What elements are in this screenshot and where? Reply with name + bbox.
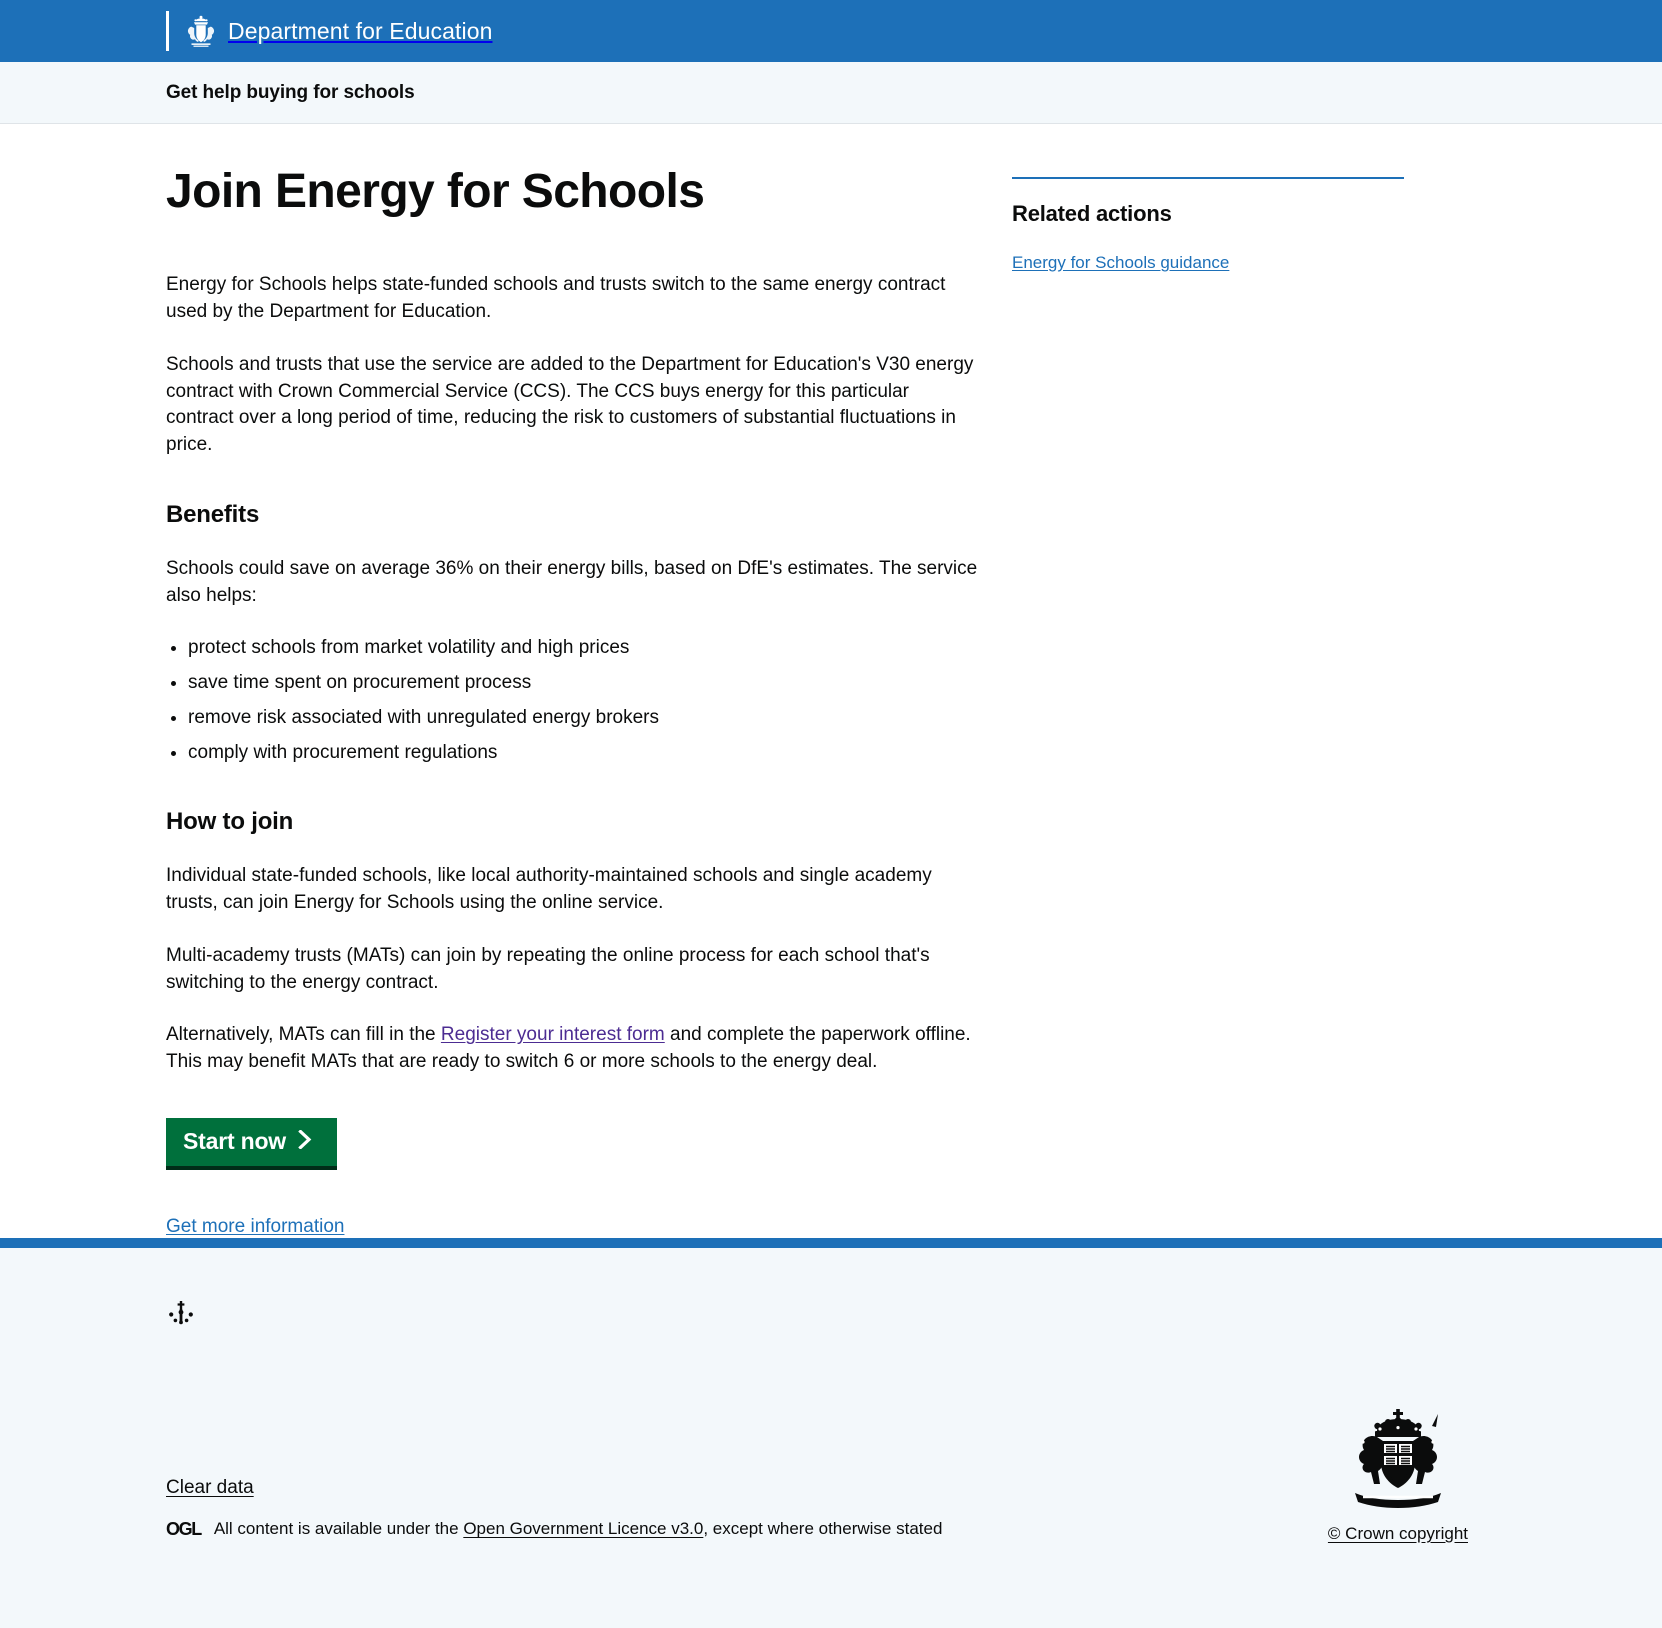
register-text-after: and complete the paperwork offline. This may benefit MATs that are ready to switch 6 or more schools to the energy deal. bbox=[166, 1024, 971, 1073]
list-item: • save time spent on procurement process bbox=[188, 670, 984, 697]
list-item: • comply with procurement regulations bbox=[188, 740, 984, 767]
ogl-logo-icon: OGL bbox=[166, 1518, 201, 1539]
site-header bbox=[0, 0, 1662, 62]
royal-coat-of-arms-icon bbox=[1333, 1498, 1463, 1515]
intro-paragraph-1: Energy for Schools helps state-funded schools and trusts switch to the same energy contract used by the Department for Education. bbox=[166, 274, 946, 323]
crown-copyright-link[interactable]: © Crown copyright bbox=[1327, 1523, 1468, 1543]
how-to-join-heading: How to join bbox=[166, 808, 294, 836]
main-column bbox=[166, 166, 984, 1238]
page-title: Join Energy for Schools bbox=[166, 165, 705, 218]
sidebar-column bbox=[984, 166, 1496, 273]
register-text-before: Alternatively, MATs can fill in the bbox=[166, 1024, 441, 1046]
licence-text bbox=[214, 1519, 943, 1539]
chevron-right-icon bbox=[298, 1130, 317, 1153]
page-content bbox=[0, 124, 1662, 1238]
footer-crown-icon bbox=[166, 1248, 1496, 1331]
licence-text-after: , except where otherwise stated bbox=[703, 1519, 943, 1539]
how-to-join-paragraph-3 bbox=[166, 1022, 981, 1076]
footer-left-block bbox=[166, 1477, 942, 1544]
clear-data-link[interactable]: Clear data bbox=[166, 1476, 254, 1498]
footer-right-block bbox=[1328, 1407, 1496, 1544]
related-actions-title: Related actions bbox=[1012, 201, 1172, 226]
royal-crest-icon bbox=[185, 14, 217, 48]
benefits-heading: Benefits bbox=[166, 501, 260, 528]
department-name: Department for Education bbox=[228, 17, 493, 44]
list-item: • protect schools from market volatility and high prices bbox=[188, 635, 984, 662]
site-footer bbox=[0, 1238, 1662, 1628]
how-to-join-paragraph-2: Multi-academy trusts (MATs) can join by repeating the online process for each school that's switching to the energy contract. bbox=[166, 944, 930, 993]
list-item: • remove risk associated with unregulated energy brokers bbox=[188, 705, 984, 732]
benefits-list bbox=[166, 635, 984, 766]
footer-bottom-row bbox=[166, 1407, 1496, 1544]
get-more-information-link[interactable]: Get more information bbox=[166, 1215, 345, 1237]
register-interest-form-link[interactable]: Register your interest form bbox=[440, 1024, 665, 1046]
service-name-link[interactable]: Get help buying for schools bbox=[166, 81, 415, 103]
related-actions-panel bbox=[1012, 177, 1404, 273]
benefits-lead: Schools could save on average 36% on their energy bills, based on DfE's estimates. The service also helps: bbox=[166, 557, 978, 606]
service-name-banner bbox=[0, 62, 1662, 124]
how-to-join-paragraph-1: Individual state-funded schools, like local authority-maintained schools and single academy trusts, can join Energy for Schools using the online service. bbox=[166, 865, 932, 914]
open-government-licence-link[interactable]: Open Government Licence v3.0 bbox=[463, 1519, 704, 1539]
licence-text-before: All content is available under the bbox=[213, 1519, 464, 1539]
intro-paragraph-2: Schools and trusts that use the service are added to the Department for Education's V30 energy contract with Crown Commercial Service (CCS). The CCS buys energy for this particular contract over a long period of time, reducing the risk to customers of substantial fluctuations in price. bbox=[166, 353, 974, 456]
dfe-logo-link[interactable] bbox=[166, 11, 493, 51]
start-now-button[interactable] bbox=[166, 1118, 337, 1170]
more-information-row bbox=[166, 1216, 984, 1238]
licence-row bbox=[166, 1519, 942, 1540]
sidebar-item-energy-for-schools-guidance[interactable]: Energy for Schools guidance bbox=[1012, 253, 1230, 272]
start-now-label: Start now bbox=[183, 1127, 286, 1154]
